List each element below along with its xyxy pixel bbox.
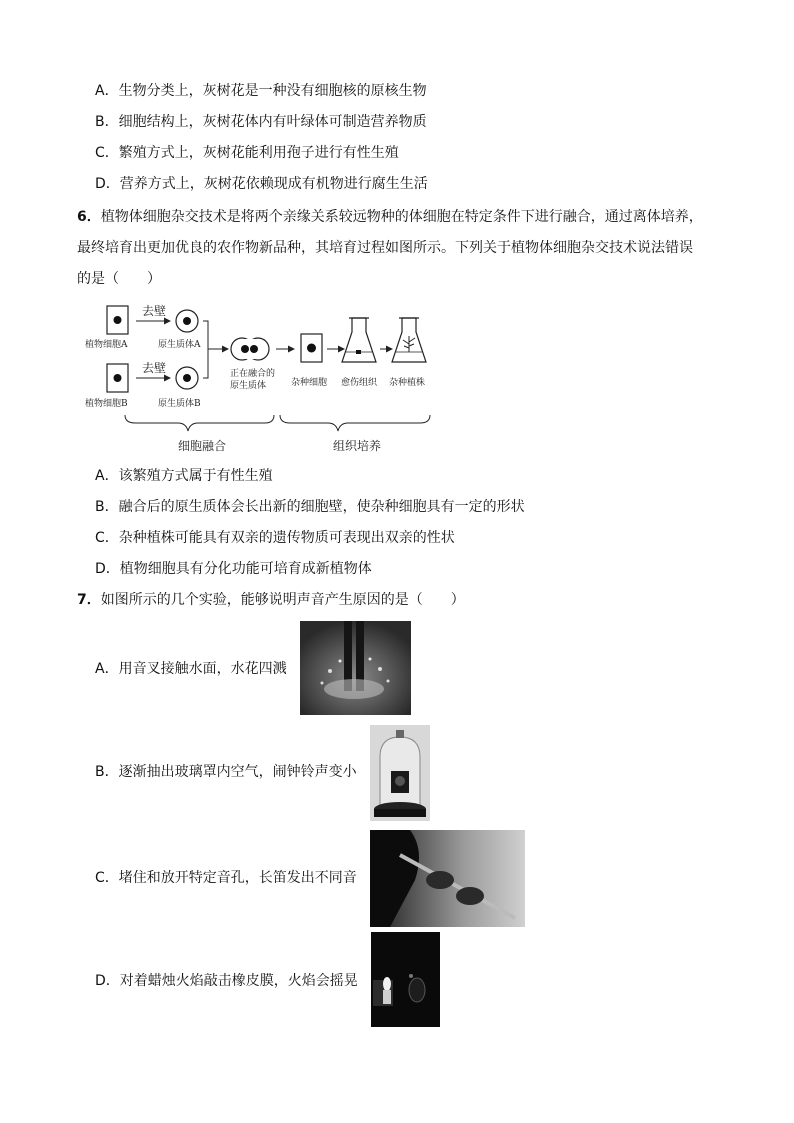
q6-option-a: A．该繁殖方式属于有性生殖 bbox=[95, 468, 273, 484]
q6-option-c: C．杂种植株可能具有双亲的遗传物质可表现出双亲的性状 bbox=[95, 530, 455, 546]
flute-player-photo bbox=[370, 830, 525, 927]
q7-option-b: B．逐渐抽出玻璃罩内空气，闹钟铃声变小 bbox=[95, 764, 357, 780]
q6-number: 6． bbox=[77, 209, 101, 225]
plant-cell-b-label: 植物细胞B bbox=[85, 399, 128, 409]
bell-jar-alarm-clock-photo bbox=[370, 725, 430, 821]
q7-option-c: C．堵住和放开特定音孔，长笛发出不同音 bbox=[95, 870, 357, 886]
q6-stem-line2: 最终培育出更加优良的农作物新品种，其培育过程如图所示。下列关于植物体细胞杂交技术说法错误 bbox=[77, 240, 693, 256]
q7-option-a: A．用音叉接触水面，水花四溅 bbox=[95, 661, 287, 677]
q5-option-b: B．细胞结构上，灰树花体内有叶绿体可制造营养物质 bbox=[95, 114, 427, 130]
q6-option-b: B．融合后的原生质体会长出新的细胞壁，使杂种细胞具有一定的形状 bbox=[95, 499, 525, 515]
protoplast-a bbox=[176, 310, 198, 332]
q7-number: 7． bbox=[77, 592, 101, 608]
hybrid-plant-flask bbox=[392, 318, 426, 362]
hybrid-cell bbox=[301, 334, 322, 362]
q7-option-d: D．对着蜡烛火焰敲击橡皮膜，火焰会摇晃 bbox=[95, 973, 358, 989]
q5-option-d: D．营养方式上，灰树花依赖现成有机物进行腐生生活 bbox=[95, 176, 428, 192]
remove-wall-label-b: 去壁 bbox=[142, 361, 167, 375]
tuning-fork-water-photo bbox=[300, 621, 411, 715]
q5-option-a: A．生物分类上，灰树花是一种没有细胞核的原核生物 bbox=[95, 83, 427, 99]
q5-option-c: C．繁殖方式上，灰树花能利用孢子进行有性生殖 bbox=[95, 145, 399, 161]
callus-label: 愈伤组织 bbox=[341, 378, 378, 388]
q6-option-d: D．植物细胞具有分化功能可培育成新植物体 bbox=[95, 561, 372, 577]
protoplast-a-label: 原生质体A bbox=[158, 340, 201, 350]
stage-culture-label: 组织培养 bbox=[333, 439, 382, 453]
candle-flame-membrane-photo bbox=[371, 932, 440, 1027]
plant-cell-b bbox=[107, 364, 128, 392]
protoplast-b bbox=[176, 367, 198, 389]
plant-cell-a-label: 植物细胞A bbox=[85, 340, 128, 350]
q6-stem-line3: 的是（ ） bbox=[77, 271, 161, 287]
remove-wall-label-a: 去壁 bbox=[142, 304, 167, 318]
q6-stem-line1: 6．植物体细胞杂交技术是将两个亲缘关系较远物种的体细胞在特定条件下进行融合，通过离体培养， bbox=[77, 209, 703, 225]
q7-stem: 7．如图所示的几个实验，能够说明声音产生原因的是（ ） bbox=[77, 592, 465, 608]
fusing-label-1: 正在融合的 bbox=[230, 369, 276, 379]
cell-fusion-diagram bbox=[85, 298, 440, 458]
fusing-protoplast bbox=[231, 338, 269, 360]
hybrid-cell-label: 杂种细胞 bbox=[291, 378, 328, 388]
protoplast-b-label: 原生质体B bbox=[158, 399, 201, 409]
callus-flask bbox=[342, 318, 376, 362]
hybrid-plant-label: 杂种植株 bbox=[389, 378, 426, 388]
fusing-label-2: 原生质体 bbox=[230, 381, 267, 391]
plant-cell-a bbox=[107, 306, 128, 334]
stage-fusion-label: 细胞融合 bbox=[178, 439, 227, 453]
